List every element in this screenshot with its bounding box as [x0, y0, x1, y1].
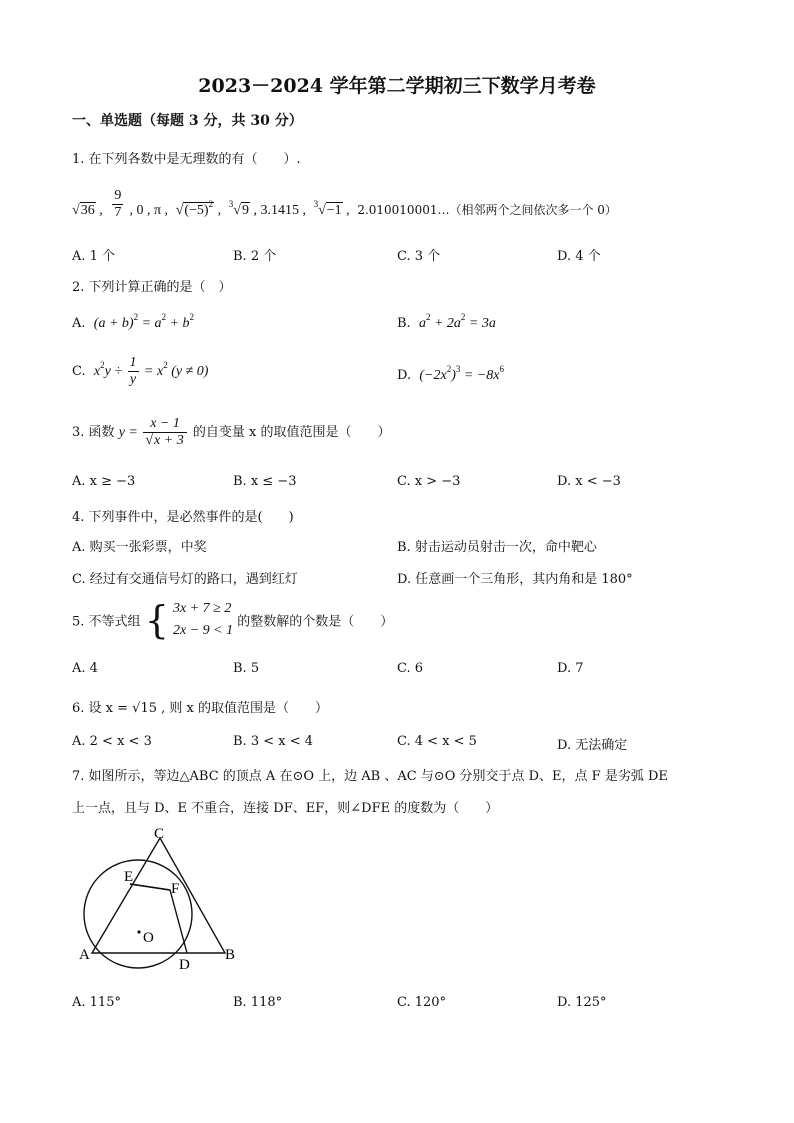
question-2-stem: 2. 下列计算正确的是（ ）: [72, 280, 232, 295]
question-1-option-a[interactable]: A. 1 个: [72, 249, 116, 264]
label-e: E: [124, 869, 134, 885]
label-b: B: [225, 947, 236, 963]
geometry-figure: [70, 822, 250, 982]
triangle-abc: [92, 838, 225, 953]
question-7-option-a[interactable]: A. 115°: [72, 995, 121, 1010]
label-f: F: [171, 881, 180, 897]
question-6-option-d[interactable]: D. 无法确定: [557, 738, 628, 753]
question-5-stem: 5. 不等式组 { 3x + 7 ≥ 2 2x − 9 < 1 的整数解的个数是（ ）: [72, 598, 394, 642]
question-6-option-a[interactable]: A. 2 < x < 3: [72, 734, 152, 749]
question-4-option-d[interactable]: D. 任意画一个三角形，其内角和是 180°: [397, 572, 633, 587]
question-2-option-b[interactable]: B. $a^2 + 2a^2 = 3a$: [397, 312, 496, 331]
question-5-option-d[interactable]: D. 7: [557, 661, 584, 676]
question-5-stem-prefix: 5. 不等式组: [72, 614, 141, 630]
center-point-o: [137, 930, 140, 933]
question-4-option-a[interactable]: A. 购买一张彩票，中奖: [72, 540, 207, 555]
question-3-stem-suffix: 的自变量 x 的取值范围是（ ）: [192, 425, 391, 441]
question-3-stem-prefix: 3. 函数: [72, 425, 115, 441]
question-3-option-d[interactable]: D. x < −3: [557, 474, 621, 489]
question-5-stem-suffix: 的整数解的个数是（ ）: [237, 614, 394, 630]
question-2-option-d[interactable]: D. $(-2x^2)^3 = -8x^6$: [397, 364, 504, 383]
label-a: A: [79, 947, 90, 963]
label-o: O: [143, 930, 154, 946]
question-4-option-b[interactable]: B. 射击运动员射击一次，命中靶心: [397, 540, 597, 555]
question-3-option-a[interactable]: A. x ≥ −3: [72, 474, 136, 489]
question-5-option-a[interactable]: A. 4: [72, 661, 98, 676]
question-3-stem: 3. 函数 y = $\frac{x - 1}{√x + 3}$ 的自变量 x 的取值范围是（ ）: [72, 416, 391, 449]
section-heading: 一、单选题（每题 3 分，共 30 分）: [72, 113, 303, 129]
question-2-option-a[interactable]: A. $(a + b)^2 = a^2 + b^2$: [72, 312, 194, 331]
question-5-option-b[interactable]: B. 5: [233, 661, 260, 676]
question-2-option-c[interactable]: C. $x^2y$ ÷ $\frac{1}{y}$ = $x^2$ (y ≠ 0): [72, 355, 209, 388]
label-d: D: [179, 957, 190, 973]
question-5-inequality-2: 2x − 9 < 1: [173, 623, 234, 638]
question-3-option-c[interactable]: C. x > −3: [397, 474, 461, 489]
question-3-option-b[interactable]: B. x ≤ −3: [233, 474, 297, 489]
question-6-stem: 6. 设 x = √15 , 则 x 的取值范围是（ ）: [72, 701, 328, 716]
question-1-option-d[interactable]: D. 4 个: [557, 249, 601, 264]
question-1-option-c[interactable]: C. 3 个: [397, 249, 441, 264]
question-7-stem-line-1: 7. 如图所示，等边△ABC 的顶点 A 在⊙O 上，边 AB 、AC 与⊙O 分别交于点 D、E，点 F 是劣弧 DE: [72, 769, 668, 784]
question-1-numbers: √36 , $\frac{9}{7}$ , 0 , π , $√(-5)^2$ , $^3$√9 , 3.1415 , $^3$√−1 , 2.010010001…（相邻两个之间依次多一个 0）: [72, 188, 617, 221]
question-1-stem: 1. 在下列各数中是无理数的有（ ）.: [72, 152, 301, 167]
question-6-option-b[interactable]: B. 3 < x < 4: [233, 734, 314, 749]
question-5-option-c[interactable]: C. 6: [397, 661, 424, 676]
question-5-inequality-1: 3x + 7 ≥ 2: [173, 601, 232, 616]
label-c: C: [154, 826, 165, 842]
question-7-stem-line-2: 上一点，且与 D、E 不重合，连接 DF、EF，则∠DFE 的度数为（ ）: [72, 801, 499, 816]
question-7-option-b[interactable]: B. 118°: [233, 995, 283, 1010]
question-4-stem: 4. 下列事件中，是必然事件的是( ): [72, 510, 294, 525]
question-1-note: （相邻两个之间依次多一个 0）: [449, 203, 617, 218]
question-6-option-c[interactable]: C. 4 < x < 5: [397, 734, 477, 749]
question-1-option-b[interactable]: B. 2 个: [233, 249, 277, 264]
question-4-option-c[interactable]: C. 经过有交通信号灯的路口，遇到红灯: [72, 572, 298, 587]
question-7-option-c[interactable]: C. 120°: [397, 995, 447, 1010]
page-title: 2023－2024 学年第二学期初三下数学月考卷: [198, 75, 596, 97]
question-7-option-d[interactable]: D. 125°: [557, 995, 607, 1010]
